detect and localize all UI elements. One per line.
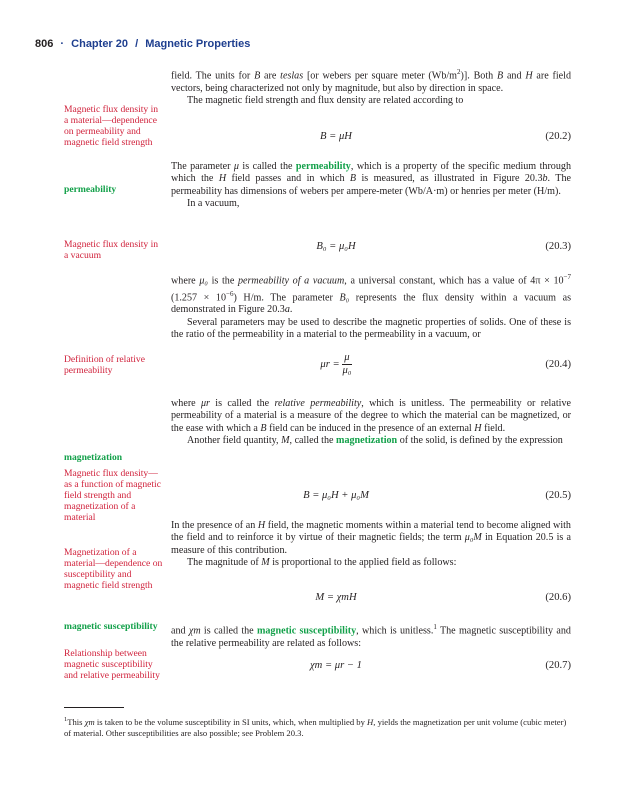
equation-20-3 bbox=[171, 241, 571, 255]
equation-20-5 bbox=[171, 490, 571, 504]
equation-expression: B = μ₀H + μ₀M bbox=[303, 490, 369, 501]
margin-note-permeability: permeability bbox=[64, 184, 117, 195]
keyword-permeability: permeability bbox=[295, 161, 351, 172]
equation-fraction: $\frac{\mu}{\text{μ₀}}$ bbox=[342, 352, 352, 376]
keyword-magnetic-susceptibility: magnetic susceptibility bbox=[256, 625, 357, 637]
equation-expression: B₀ = μ₀H bbox=[316, 241, 356, 252]
margin-note-relationship: Relationship between magnetic susceptibility and relative permeability bbox=[64, 648, 160, 681]
margin-note-flux-density: Magnetic flux density in a material—dependence on permeability and magnetic field strength bbox=[64, 104, 159, 148]
page-number: 806 bbox=[35, 38, 54, 50]
equation-number: (20.7) bbox=[545, 660, 571, 671]
equation-lhs: μr = bbox=[320, 358, 340, 370]
margin-note-relative-permeability: Definition of relative permeability bbox=[64, 354, 145, 376]
footnote: $^1$This χm is taken to be the volume susceptibility in SI units, which, when multiplied by H, yields the magnetization per unit volume (cubic meter) of material. Other susceptibilities are also possible; see Problem 20.3. bbox=[64, 716, 567, 738]
equation-number: (20.2) bbox=[545, 131, 571, 142]
equation-number: (20.6) bbox=[545, 592, 571, 603]
footnote-rule bbox=[64, 707, 124, 708]
paragraph-permeability: The parameter μ is called the permeability, which is a property of the specific medium through which the H field passes and in which B is measured, as illustrated in Figure 20.3b. The permeability has dimensions of webers per ampere-meter (Wb/A·m) or henries per meter (H/m). In a vacuum, bbox=[171, 161, 571, 209]
margin-note-susceptibility: magnetic susceptibility bbox=[64, 621, 158, 632]
margin-note-magnetization: magnetization bbox=[64, 452, 123, 463]
equation-number: (20.3) bbox=[545, 241, 571, 252]
paragraph-units: field. The units for B are teslas [or webers per square meter $(Wb/m^2)$]. Both B and H are field vectors, being characterized not only by magnitude, but also by direction in space. The magnetic field strength and flux density are related according to bbox=[171, 68, 571, 106]
paragraph-parameters: Several parameters may be used to describe the magnetic properties of solids. One of these is the ratio of the permeability in a material to the permeability in a vacuum, or bbox=[171, 316, 571, 340]
equation-20-7 bbox=[171, 660, 571, 674]
paragraph-relation: The magnetic field strength and flux density are related according to bbox=[187, 94, 464, 106]
equation-number: (20.5) bbox=[545, 490, 571, 501]
paragraph-vacuum-permeability: where μ₀ is the permeability of a vacuum, a universal constant, which has a value of $4\pi \times 10^{-7}$ $(1.257 \times 10^{-6})$ H/m. The parameter B₀ represents the flux density within a vacuum as demonstrated in Figure 20.3a. Several parameters may be used to describe the magnetic properties of solids. One of these is the ratio of the permeability in a material to the permeability in a vacuum, or bbox=[171, 273, 572, 340]
equation-expression: M = χmH bbox=[315, 592, 357, 603]
paragraph-vacuum: In a vacuum, bbox=[187, 197, 240, 209]
equation-number: (20.4) bbox=[545, 359, 571, 370]
margin-note-vacuum: Magnetic flux density in a vacuum bbox=[64, 239, 159, 261]
paragraph-relative-permeability: where μr is called the relative permeability, which is unitless. The permeability or relative permeability of a material is a measure of the degree to which the material can be magnetized, or the ease with which a B field can be induced in the presence of an external H field. Another field quantity, M, called the magnetization of the solid, is defined by the expression bbox=[171, 398, 571, 446]
keyword-magnetization: magnetization bbox=[336, 434, 398, 446]
equation-expression: χm = μr − 1 bbox=[310, 660, 362, 671]
paragraph-susceptibility: and χm is called the magnetic susceptibility, which is unitless.$^1$ The magnetic susceptibility and the relative permeability are related as follows: bbox=[171, 623, 571, 649]
equation-20-4 bbox=[171, 352, 571, 380]
equation-20-2 bbox=[171, 131, 571, 145]
chapter-label: Chapter 20 bbox=[71, 38, 129, 50]
header-bullet: · bbox=[60, 38, 65, 50]
margin-note-magnetization-susceptibility: Magnetization of a material—dependence on susceptibility and magnetic field strength bbox=[64, 547, 163, 591]
header-divider: / bbox=[135, 38, 139, 50]
margin-note-flux-magnetization: Magnetic flux density—as a function of magnetic field strength and magnetization of a material bbox=[64, 468, 161, 523]
equation-20-6 bbox=[171, 592, 571, 606]
paragraph-magnetic-moments: In the presence of an H field, the magnetic moments within a material tend to become aligned with the field and to reinforce it by virtue of their magnetic fields; the term μ₀M in Equation 20.5 is a measure of this contribution. The magnitude of M is proportional to the applied field as follows: bbox=[171, 520, 571, 568]
running-header bbox=[35, 38, 250, 50]
equation-expression: B = μH bbox=[320, 131, 352, 142]
chapter-title: Magnetic Properties bbox=[145, 38, 251, 50]
